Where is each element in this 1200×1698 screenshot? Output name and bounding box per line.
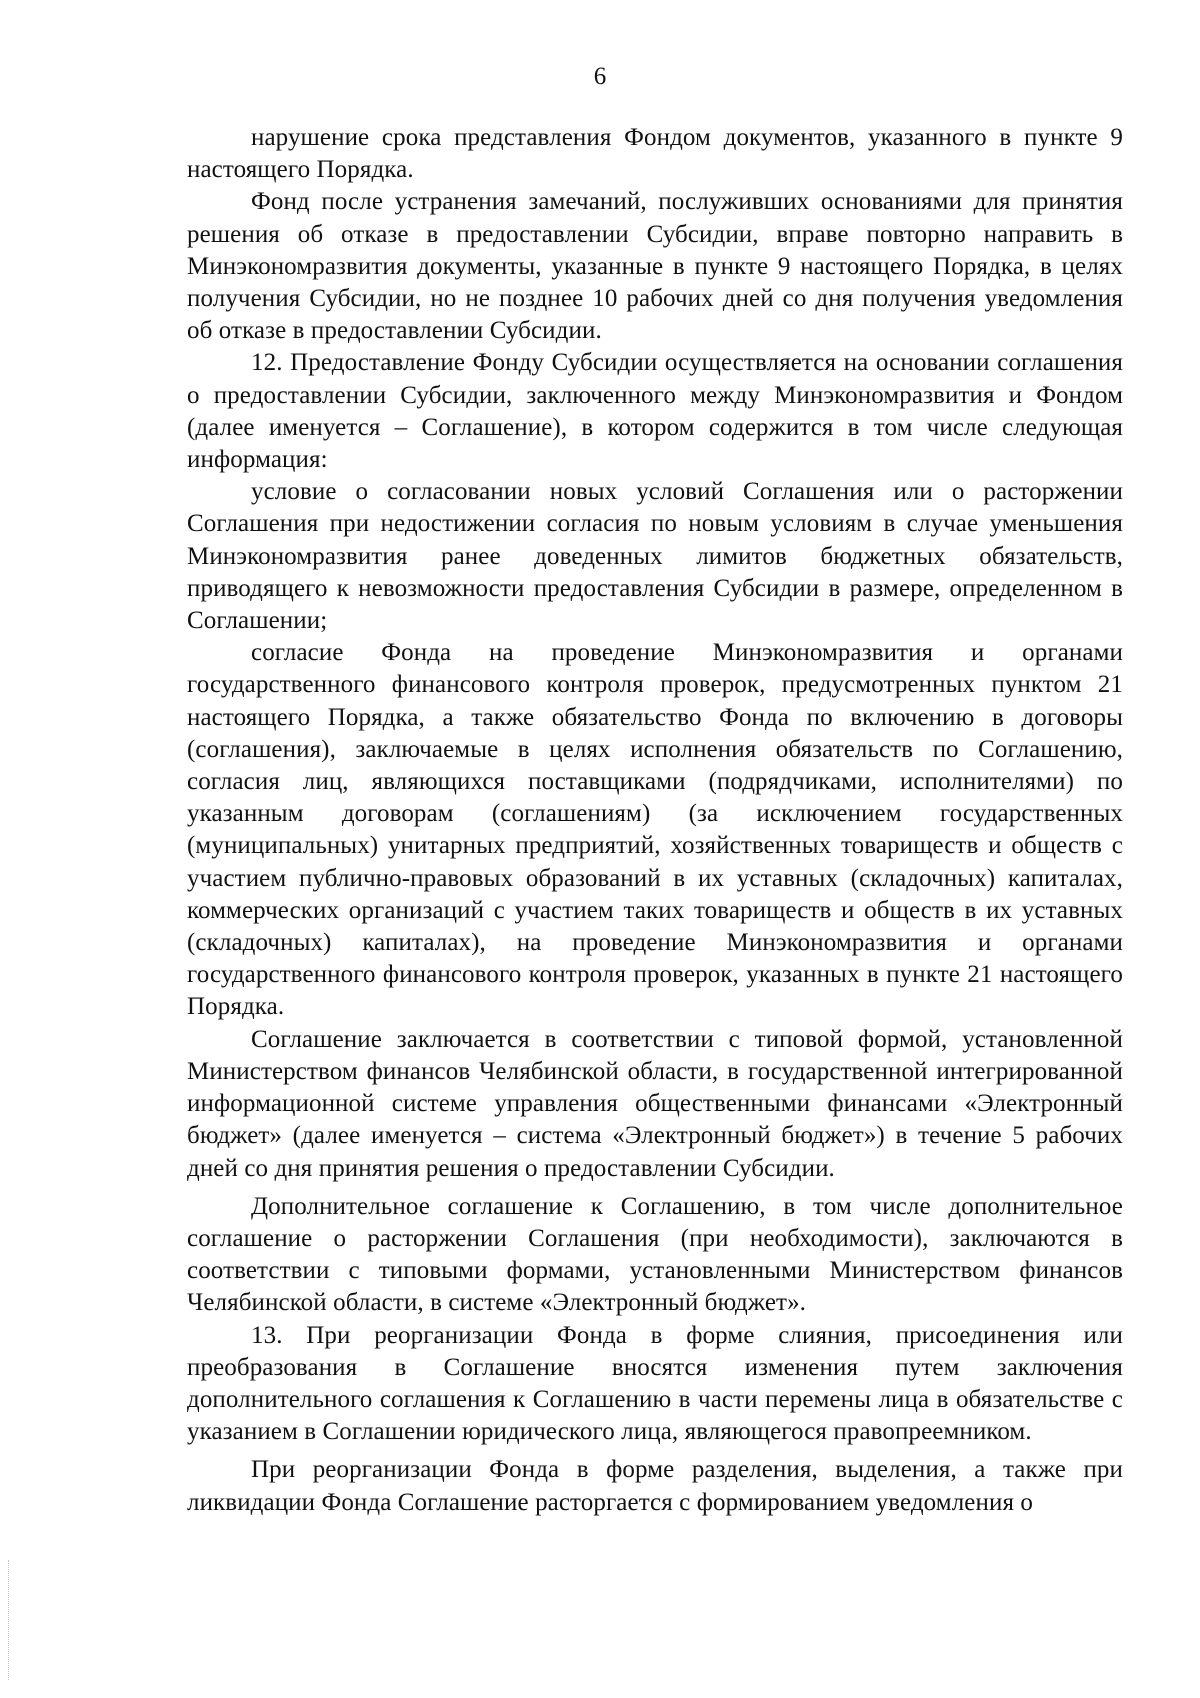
paragraph-additional-agreement: Дополнительное соглашение к Соглашению, в том числе дополнительное соглашение о расторжении Соглашения (при необходимости), заключаются в соответствии с типовыми формами, установленными Министерством финансов Челябинской области, в системе «Электронный бюджет».	[187, 1192, 1123, 1317]
document-body	[187, 122, 1123, 1519]
paragraph-resubmission: Фонд после устранения замечаний, послуживших основаниями для принятия решения об отказе в предоставлении Субсидии, вправе повторно направить в Минэкономразвития документы, указанные в пункте 9 настоящего Порядка, в целях получения Субсидии, но не позднее 10 рабочих дней со дня получения уведомления об отказе в предоставлении Субсидии.	[187, 188, 1123, 345]
paragraph-12-agreement: 12. Предоставление Фонду Субсидии осуществляется на основании соглашения о предоставлении Субсидии, заключенного между Минэкономразвития и Фондом (далее именуется – Соглашение), в котором содержится в том числе следующая информация:	[187, 349, 1123, 474]
paragraph-13-reorganization: 13. При реорганизации Фонда в форме слияния, присоединения или преобразования в Соглашение вносятся изменения путем заключения дополнительного соглашения к Соглашению в части перемены лица в обязательстве с указанием в Соглашении юридического лица, являющегося правопреемником.	[187, 1321, 1123, 1446]
paragraph-new-conditions: условие о согласовании новых условий Соглашения или о расторжении Соглашения при недостижении согласия по новым условиям в случае уменьшения Минэкономразвития ранее доведенных лимитов бюджетных обязательств, приводящего к невозможности предоставления Субсидии в размере, определенном в Соглашении;	[187, 478, 1123, 635]
scan-edge-mark	[8, 1560, 11, 1680]
paragraph-document-deadline-violation: нарушение срока представления Фондом документов, указанного в пункте 9 настоящего Порядка.	[187, 124, 1123, 184]
paragraph-inspection-consent: согласие Фонда на проведение Минэкономразвития и органами государственного финансового контроля проверок, предусмотренных пунктом 21 настоящего Порядка, а также обязательство Фонда по включению в договоры (соглашения), заключаемые в целях исполнения обязательств по Соглашению, согласия лиц, являющихся поставщиками (подрядчиками, исполнителями) по указанным договорам (соглашениям) (за исключением государственных (муниципальных) унитарных предприятий, хозяйственных товариществ и обществ с участием публично-правовых образований в их уставных (складочных) капиталах, коммерческих организаций с участием таких товариществ и обществ в их уставных (складочных) капиталах), на проведение Минэкономразвития и органами государственного финансового контроля проверок, указанных в пункте 21 настоящего Порядка.	[187, 639, 1123, 1021]
paragraph-liquidation: При реорганизации Фонда в форме разделения, выделения, а также при ликвидации Фонда Соглашение расторгается с формированием уведомления о	[187, 1456, 1123, 1516]
page-number: 6	[593, 63, 607, 90]
paragraph-typical-form: Соглашение заключается в соответствии с типовой формой, установленной Министерством финансов Челябинской области, в государственной интегрированной информационной системе управления общественными финансами «Электронный бюджет» (далее именуется – система «Электронный бюджет») в течение 5 рабочих дней со дня принятия решения о предоставлении Субсидии.	[187, 1025, 1123, 1182]
